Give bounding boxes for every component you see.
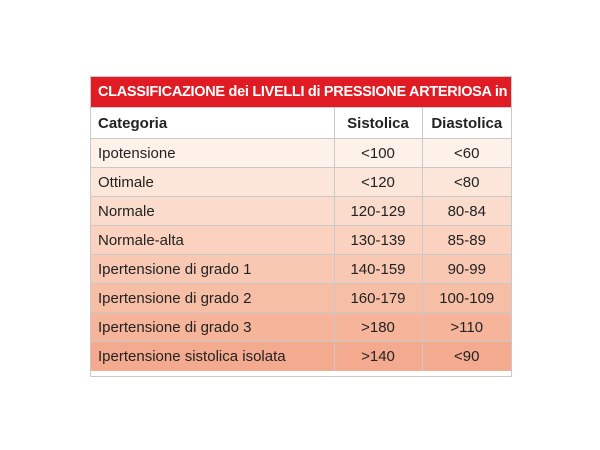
systolic-cell: 160-179 (334, 284, 422, 313)
table-title: CLASSIFICAZIONE dei LIVELLI di PRESSIONE ARTERIOSA in mmHg (91, 77, 511, 107)
table-row (91, 255, 511, 284)
header-systolic: Sistolica (334, 108, 422, 139)
bp-classification-table (90, 76, 555, 377)
table-row (91, 284, 511, 313)
category-cell: Ipertensione di grado 3 (91, 313, 334, 342)
category-cell: Ipertensione di grado 1 (91, 255, 334, 284)
category-cell: Normale-alta (91, 226, 334, 255)
category-cell: Ipotensione (91, 139, 334, 168)
header-category: Categoria (91, 108, 334, 139)
category-cell: Ottimale (91, 168, 334, 197)
systolic-cell: <120 (334, 168, 422, 197)
diastolic-cell: >110 (422, 313, 511, 342)
table-row (91, 226, 511, 255)
systolic-cell: >180 (334, 313, 422, 342)
diastolic-cell: 80-84 (422, 197, 511, 226)
table-row (91, 168, 511, 197)
systolic-cell: >140 (334, 342, 422, 371)
diastolic-cell: 85-89 (422, 226, 511, 255)
header-row (91, 108, 511, 139)
category-cell: Ipertensione di grado 2 (91, 284, 334, 313)
diastolic-cell: <90 (422, 342, 511, 371)
table-row (91, 342, 511, 371)
systolic-cell: 140-159 (334, 255, 422, 284)
systolic-cell: 120-129 (334, 197, 422, 226)
diastolic-cell: 90-99 (422, 255, 511, 284)
table-row (91, 313, 511, 342)
diastolic-cell: <80 (422, 168, 511, 197)
systolic-cell: 130-139 (334, 226, 422, 255)
header-diastolic: Diastolica (422, 108, 511, 139)
category-cell: Ipertensione sistolica isolata (91, 342, 334, 371)
data-table (91, 107, 511, 371)
table-row (91, 197, 511, 226)
diastolic-cell: 100-109 (422, 284, 511, 313)
diastolic-cell: <60 (422, 139, 511, 168)
systolic-cell: <100 (334, 139, 422, 168)
table-row (91, 139, 511, 168)
category-cell: Normale (91, 197, 334, 226)
